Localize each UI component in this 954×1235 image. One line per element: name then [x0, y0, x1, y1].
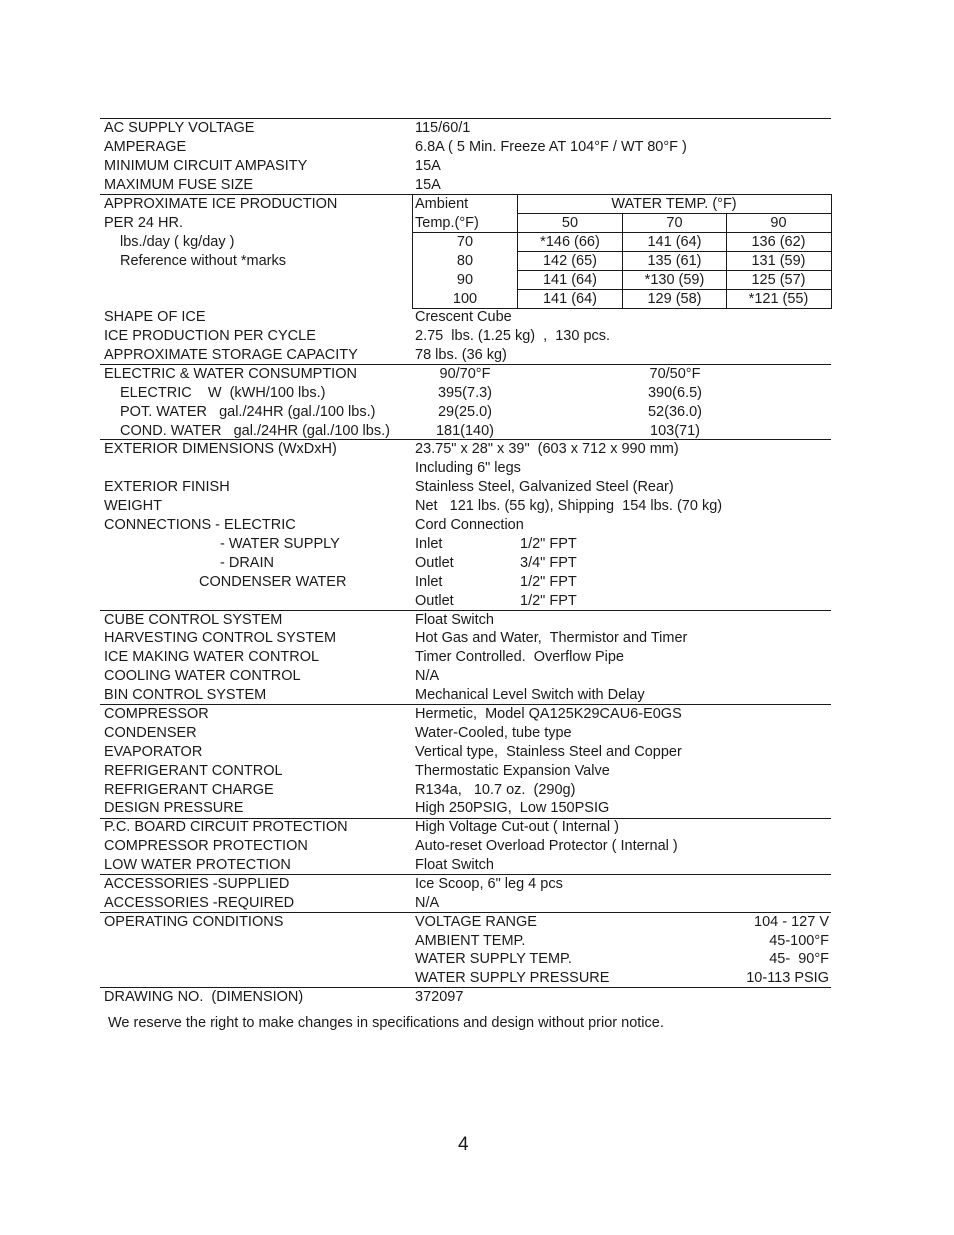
- spec-label: LOW WATER PROTECTION: [104, 857, 291, 873]
- spec-value: Hot Gas and Water, Thermistor and Timer: [415, 630, 688, 646]
- production-cell: 136 (62): [751, 234, 806, 250]
- ambient-header: Ambient: [415, 196, 469, 212]
- production-cell: *130 (59): [644, 272, 705, 288]
- operating-value: 45- 90°F: [769, 951, 829, 967]
- spec-value: Hermetic, Model QA125K29CAU6-E0GS: [415, 706, 682, 722]
- spec-value: Float Switch: [415, 612, 494, 628]
- spec-label: OPERATING CONDITIONS: [104, 914, 284, 930]
- consumption-value: 181(140): [435, 423, 495, 439]
- operating-name: AMBIENT TEMP.: [415, 933, 526, 949]
- ambient-value: 90: [456, 272, 474, 288]
- water-temp-col: 70: [666, 215, 683, 231]
- spec-label: SHAPE OF ICE: [104, 309, 206, 325]
- spec-value: Water-Cooled, tube type: [415, 725, 572, 741]
- production-cell: 129 (58): [647, 291, 702, 307]
- spec-label: PER 24 HR.: [104, 215, 183, 231]
- connection-size: 1/2" FPT: [520, 536, 577, 552]
- production-cell: 125 (57): [751, 272, 806, 288]
- consumption-value: 52(36.0): [647, 404, 702, 420]
- spec-label: EVAPORATOR: [104, 744, 203, 760]
- spec-label: - DRAIN: [220, 555, 274, 571]
- spec-value: 23.75" x 28" x 39" (603 x 712 x 990 mm): [415, 441, 679, 457]
- spec-value: High Voltage Cut-out ( Internal ): [415, 819, 619, 835]
- operating-name: WATER SUPPLY PRESSURE: [415, 970, 610, 986]
- spec-label: EXTERIOR DIMENSIONS (WxDxH): [104, 441, 337, 457]
- spec-label: CONDENSER WATER: [199, 574, 347, 590]
- spec-label: REFRIGERANT CONTROL: [104, 763, 283, 779]
- production-cell: 135 (61): [647, 253, 702, 269]
- consumption-value: 390(6.5): [647, 385, 702, 401]
- spec-label: Reference without *marks: [120, 253, 287, 269]
- spec-label: - WATER SUPPLY: [220, 536, 340, 552]
- spec-value: 372097: [415, 989, 464, 1005]
- water-temp-header: WATER TEMP. (°F): [611, 196, 737, 212]
- spec-value: 15A: [415, 177, 441, 193]
- spec-value: 115/60/1: [415, 120, 471, 136]
- connection-type: Outlet: [415, 593, 454, 609]
- production-cell: 142 (65): [542, 253, 597, 269]
- connection-size: 3/4" FPT: [520, 555, 577, 571]
- production-cell: *146 (66): [540, 234, 600, 250]
- spec-label: ELECTRIC W (kWH/100 lbs.): [120, 385, 326, 401]
- spec-label: CONNECTIONS - ELECTRIC: [104, 517, 296, 533]
- spec-label: CONDENSER: [104, 725, 197, 741]
- operating-value: 10-113 PSIG: [746, 970, 829, 986]
- spec-label: APPROXIMATE STORAGE CAPACITY: [104, 347, 358, 363]
- consumption-value: 29(25.0): [437, 404, 492, 420]
- spec-label: ACCESSORIES -REQUIRED: [104, 895, 295, 911]
- spec-value: R134a, 10.7 oz. (290g): [415, 782, 576, 798]
- spec-value: Stainless Steel, Galvanized Steel (Rear): [415, 479, 674, 495]
- spec-label: AMPERAGE: [104, 139, 187, 155]
- spec-label: WEIGHT: [104, 498, 162, 514]
- production-cell: *121 (55): [748, 291, 809, 307]
- spec-label: COMPRESSOR PROTECTION: [104, 838, 308, 854]
- spec-value: Auto-reset Overload Protector ( Internal ): [415, 838, 678, 854]
- spec-value: 15A: [415, 158, 441, 174]
- consumption-col-header: 70/50°F: [649, 366, 701, 382]
- page-number: 4: [458, 1134, 469, 1155]
- spec-value: Crescent Cube: [415, 309, 512, 325]
- consumption-value: 395(7.3): [437, 385, 492, 401]
- connection-size: 1/2" FPT: [520, 574, 577, 590]
- spec-label: lbs./day ( kg/day ): [120, 234, 235, 250]
- spec-label: ACCESSORIES -SUPPLIED: [104, 876, 290, 892]
- spec-label: MINIMUM CIRCUIT AMPASITY: [104, 158, 308, 174]
- spec-label: MAXIMUM FUSE SIZE: [104, 177, 254, 193]
- consumption-col-header: 90/70°F: [439, 366, 491, 382]
- spec-value: 6.8A ( 5 Min. Freeze AT 104°F / WT 80°F ): [415, 139, 687, 155]
- spec-value: Timer Controlled. Overflow Pipe: [415, 649, 624, 665]
- spec-value: Cord Connection: [415, 517, 524, 533]
- spec-label: POT. WATER gal./24HR (gal./100 lbs.): [120, 404, 376, 420]
- spec-label: COND. WATER gal./24HR (gal./100 lbs.): [120, 423, 390, 439]
- ambient-header: Temp.(°F): [415, 215, 479, 231]
- connection-type: Outlet: [415, 555, 454, 571]
- production-cell: 131 (59): [751, 253, 806, 269]
- spec-label: P.C. BOARD CIRCUIT PROTECTION: [104, 819, 348, 835]
- spec-value: Net 121 lbs. (55 kg), Shipping 154 lbs. (70 kg): [415, 498, 723, 514]
- spec-label: COMPRESSOR: [104, 706, 209, 722]
- operating-name: VOLTAGE RANGE: [415, 914, 537, 930]
- spec-value: Mechanical Level Switch with Delay: [415, 687, 645, 703]
- production-cell: 141 (64): [542, 272, 597, 288]
- operating-value: 104 - 127 V: [754, 914, 829, 930]
- spec-label: DESIGN PRESSURE: [104, 800, 244, 816]
- ambient-value: 100: [452, 291, 478, 307]
- water-temp-col: 90: [770, 215, 787, 231]
- spec-label: REFRIGERANT CHARGE: [104, 782, 274, 798]
- spec-label: AC SUPPLY VOLTAGE: [104, 120, 255, 136]
- spec-value: 2.75 lbs. (1.25 kg) , 130 pcs.: [415, 328, 611, 344]
- consumption-value: 103(71): [650, 423, 700, 439]
- ambient-value: 80: [456, 253, 474, 269]
- spec-value: Including 6" legs: [415, 460, 521, 476]
- production-cell: 141 (64): [542, 291, 597, 307]
- spec-value: High 250PSIG, Low 150PSIG: [415, 800, 610, 816]
- spec-value: Ice Scoop, 6" leg 4 pcs: [415, 876, 563, 892]
- ambient-value: 70: [456, 234, 474, 250]
- spec-label: DRAWING NO. (DIMENSION): [104, 989, 304, 1005]
- spec-label: CUBE CONTROL SYSTEM: [104, 612, 283, 628]
- spec-value: 78 lbs. (36 kg): [415, 347, 507, 363]
- spec-label: EXTERIOR FINISH: [104, 479, 230, 495]
- spec-value: Vertical type, Stainless Steel and Copper: [415, 744, 682, 760]
- spec-value: N/A: [415, 895, 440, 911]
- connection-type: Inlet: [415, 574, 443, 590]
- spec-label: HARVESTING CONTROL SYSTEM: [104, 630, 337, 646]
- spec-value: Thermostatic Expansion Valve: [415, 763, 610, 779]
- footnote: We reserve the right to make changes in specifications and design without prior notice.: [108, 1015, 664, 1031]
- operating-name: WATER SUPPLY TEMP.: [415, 951, 572, 967]
- water-temp-col: 50: [561, 215, 579, 231]
- spec-label: ICE PRODUCTION PER CYCLE: [104, 328, 316, 344]
- connection-type: Inlet: [415, 536, 443, 552]
- spec-label: ICE MAKING WATER CONTROL: [104, 649, 320, 665]
- spec-label: APPROXIMATE ICE PRODUCTION: [104, 196, 338, 212]
- connection-size: 1/2" FPT: [520, 593, 577, 609]
- spec-value: Float Switch: [415, 857, 494, 873]
- spec-value: N/A: [415, 668, 440, 684]
- spec-label: ELECTRIC & WATER CONSUMPTION: [104, 366, 357, 382]
- operating-value: 45-100°F: [769, 933, 829, 949]
- production-cell: 141 (64): [647, 234, 702, 250]
- spec-label: BIN CONTROL SYSTEM: [104, 687, 267, 703]
- spec-label: COOLING WATER CONTROL: [104, 668, 301, 684]
